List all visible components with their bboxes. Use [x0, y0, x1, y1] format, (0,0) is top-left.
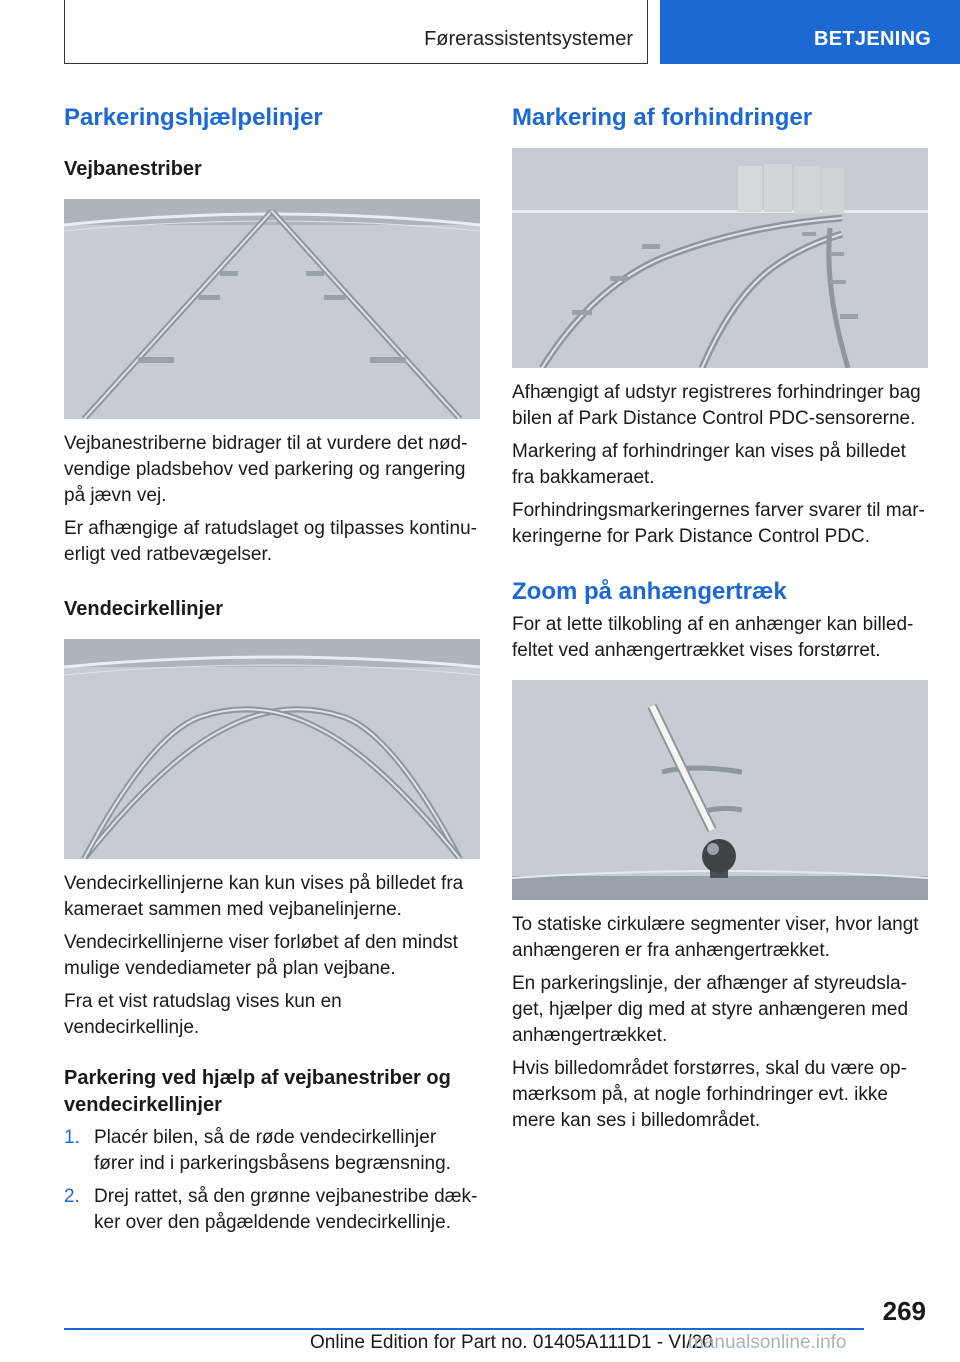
- paragraph: Fra et vist ratudslag vises kun en vendecirkellinje.: [64, 991, 342, 1038]
- running-header: [64, 0, 648, 64]
- figure-lane-lines: [64, 199, 480, 419]
- step-text: Placér bilen, så de røde vendecirkellinjer fører ind i parkeringsbåsens begrænsning.: [94, 1127, 451, 1174]
- footer-rule: [64, 1328, 864, 1330]
- paragraph: Afhængigt af udstyr registreres forhindringer bag bilen af Park Distance Control PDC-sensorerne.: [512, 382, 921, 429]
- edition-text: Online Edition for Part no. 01405A111D1 - VI/20: [310, 1332, 713, 1353]
- chapter-tab: BETJENING: [660, 0, 960, 64]
- subheading-lane-lines: Vejbanestriber: [64, 158, 202, 180]
- heading-tow-hitch-zoom: Zoom på anhængertræk: [512, 578, 787, 605]
- step-number: 1.: [64, 1127, 80, 1148]
- paragraph: En parkeringslinje, der afhænger af styreudslaget, hjælper dig med at styre anhængeren med anhængertrækket.: [512, 973, 909, 1046]
- heading-parking-lines: Parkeringshjælpelinjer: [64, 104, 323, 131]
- paragraph: Vejbanestriberne bidrager til at vurdere det nødvendige pladsbehov ved parkering og rangering på jævn vej.: [64, 433, 468, 506]
- list-item: [64, 1125, 480, 1177]
- procedure-list: [64, 1125, 480, 1236]
- figure-obstacle-marking: [512, 148, 928, 368]
- figure-turning-circle: [64, 639, 480, 859]
- paragraph: Er afhængige af ratudslaget og tilpasses kontinuerligt ved ratbevægelser.: [64, 518, 477, 565]
- list-item: [64, 1184, 480, 1236]
- step-text: Drej rattet, så den grønne vejbanestribe dækker over den pågældende vendecirkellinje.: [94, 1186, 478, 1233]
- step-number: 2.: [64, 1186, 80, 1207]
- watermark-brand: manualsonline.info: [688, 1332, 847, 1353]
- left-column: [64, 100, 480, 1236]
- heading-obstacle-marking: Markering af forhindringer: [512, 104, 813, 131]
- section-title: Førerassistentsystemer: [424, 28, 633, 50]
- subheading-parking-procedure: Parkering ved hjælp af vejbanestriber og vendecirkellinjer: [64, 1067, 451, 1116]
- subheading-turning-circle: Vendecirkellinjer: [64, 598, 223, 620]
- figure-tow-hitch-zoom: [512, 680, 928, 900]
- paragraph: For at lette tilkobling af en anhænger kan billedfeltet ved anhængertrækket vises forstørret.: [512, 614, 914, 661]
- paragraph: To statiske cirkulære segmenter viser, hvor langt anhængeren er fra anhængertrækket.: [512, 914, 919, 961]
- right-column: [512, 100, 928, 1134]
- page-number: 269: [882, 1296, 926, 1326]
- paragraph: Vendecirkellinjerne viser forløbet af den mindst mulige vendediameter på plan vejbane.: [64, 932, 458, 979]
- paragraph: Forhindringsmarkeringernes farver svarer til markeringerne for Park Distance Control PDC.: [512, 500, 925, 547]
- paragraph: Markering af forhindringer kan vises på billedet fra bakkameraet.: [512, 441, 906, 488]
- paragraph: Hvis billedområdet forstørres, skal du være opmærksom på, at nogle forhindringer evt. ikke mere kan ses i billedområdet.: [512, 1058, 907, 1131]
- paragraph: Vendecirkellinjerne kan kun vises på billedet fra kameraet sammen med vejbanelinjerne.: [64, 873, 464, 920]
